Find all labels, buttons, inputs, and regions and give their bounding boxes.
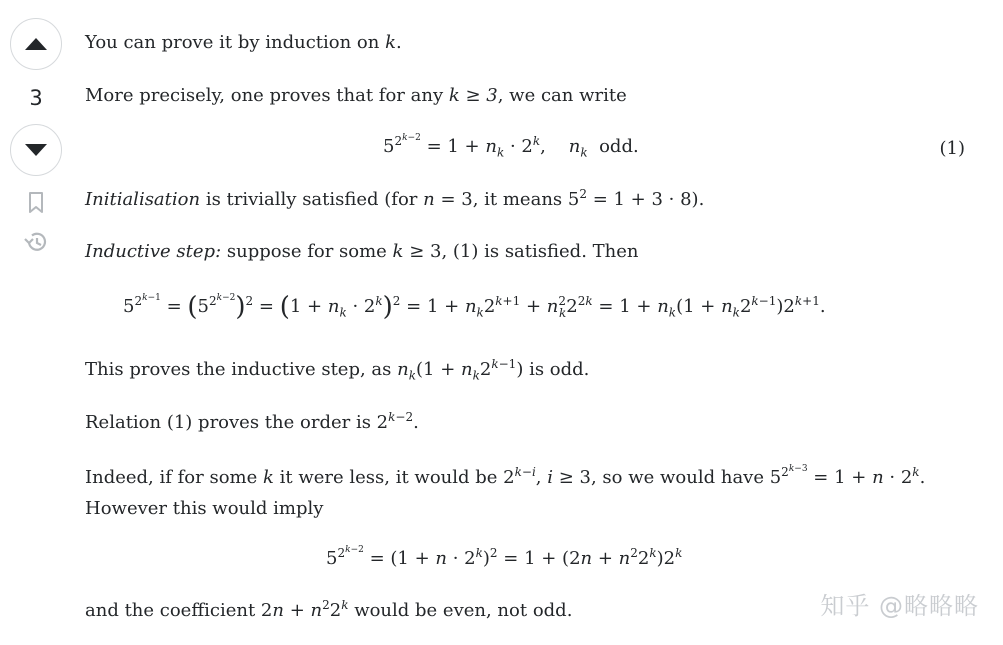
triangle-down-icon (25, 144, 47, 156)
inductive-text-b: ≥ 3, (1) is satisfied. Then (403, 241, 639, 262)
equation-contradiction: $5^{2^{k-2}} = (1 + n \cdot 2^k)^2 = 1 + (2n + n^22^k)2^k$ (326, 545, 683, 569)
paragraph-relation: Relation (1) proves the order is $2^{k-2}$. (85, 410, 419, 433)
indeed-text-b: it were less, it would be (273, 467, 504, 488)
paragraph-proves: This proves the inductive step, as $n_k(1 + n_k2^{k-1})$ is odd. (85, 357, 590, 383)
inductive-step-label: Inductive step: (85, 241, 222, 262)
history-icon (23, 230, 49, 254)
coefficient-text-a: and the coefficient (85, 600, 261, 621)
math-k: k (385, 32, 396, 53)
equation-1: $5^{2^{k-2}} = 1 + n_k \cdot 2^k$, $n_k$ odd. (383, 133, 639, 160)
bookmark-icon (28, 192, 44, 214)
upvote-button[interactable] (10, 18, 62, 70)
math-k-ge-3: k ≥ 3 (448, 85, 498, 106)
bookmark-button[interactable] (28, 192, 44, 214)
indeed-text-d: ≥ 3, so we would have (553, 467, 770, 488)
initialisation-label: Initialisation (85, 189, 201, 210)
paragraph-initialisation: Initialisation is trivially satisfied (for n = 3, it means $5^2 = 1 + 3 \cdot 8$). (85, 187, 705, 210)
paragraph-inductive-step (85, 239, 639, 265)
math-k-2: k (392, 241, 404, 262)
inductive-text-a: suppose for some (221, 241, 393, 262)
precisely-text-end: , we can write (497, 85, 627, 106)
paragraph-indeed: Indeed, if for some k it were less, it would be $2^{k-i}$, i ≥ 3, so we would have $5^{2^{k-3}} = 1 + n \cdot 2^k$. (85, 464, 926, 488)
equation-1-odd: odd. (599, 136, 639, 157)
paragraph-precisely (85, 83, 627, 109)
coefficient-text-b: would be even, not odd. (348, 600, 573, 621)
math-n: n (423, 189, 435, 210)
paragraph-coefficient: and the coefficient $2n + n^22^k$ would be even, not odd. (85, 598, 573, 621)
downvote-button[interactable] (10, 124, 62, 176)
initialisation-text-b: = 3, it means (434, 189, 568, 210)
initialisation-text-a: is trivially satisfied (for (200, 189, 424, 210)
however-text: However this would imply (85, 498, 324, 519)
intro-text: You can prove it by induction on (85, 32, 386, 53)
equation-induction: $5^{2^{k-1}} = (5^{2^{k-2}})^2 = (1 + n_k \cdot 2^k)^2 = 1 + n_k2^{k+1} + n^2_k2^{2k} = 1 + n_k(1 + n_k2^{k-1})2^{k+1}$. (123, 292, 826, 322)
paragraph-intro (85, 30, 402, 56)
paragraph-however (85, 496, 323, 522)
proves-text-b: is odd. (523, 359, 590, 380)
indeed-text-a: Indeed, if for some (85, 467, 263, 488)
proves-text-a: This proves the inductive step, as (85, 359, 398, 380)
equation-1-tag: (1) (939, 138, 965, 159)
math-k-3: k (262, 467, 274, 488)
watermark: 知乎 @略略略 (820, 592, 979, 620)
history-button[interactable] (23, 230, 49, 254)
relation-end: . (413, 412, 419, 433)
relation-text: Relation (1) proves the order is (85, 412, 377, 433)
triangle-up-icon (25, 38, 47, 50)
precisely-text: More precisely, one proves that for any (85, 85, 449, 106)
vote-count: 3 (29, 86, 43, 110)
initialisation-text-c: = 1 + 3 · 8). (586, 189, 705, 210)
indeed-text-c: , (535, 467, 548, 488)
intro-end: . (396, 32, 402, 53)
vote-sidebar (8, 18, 64, 254)
